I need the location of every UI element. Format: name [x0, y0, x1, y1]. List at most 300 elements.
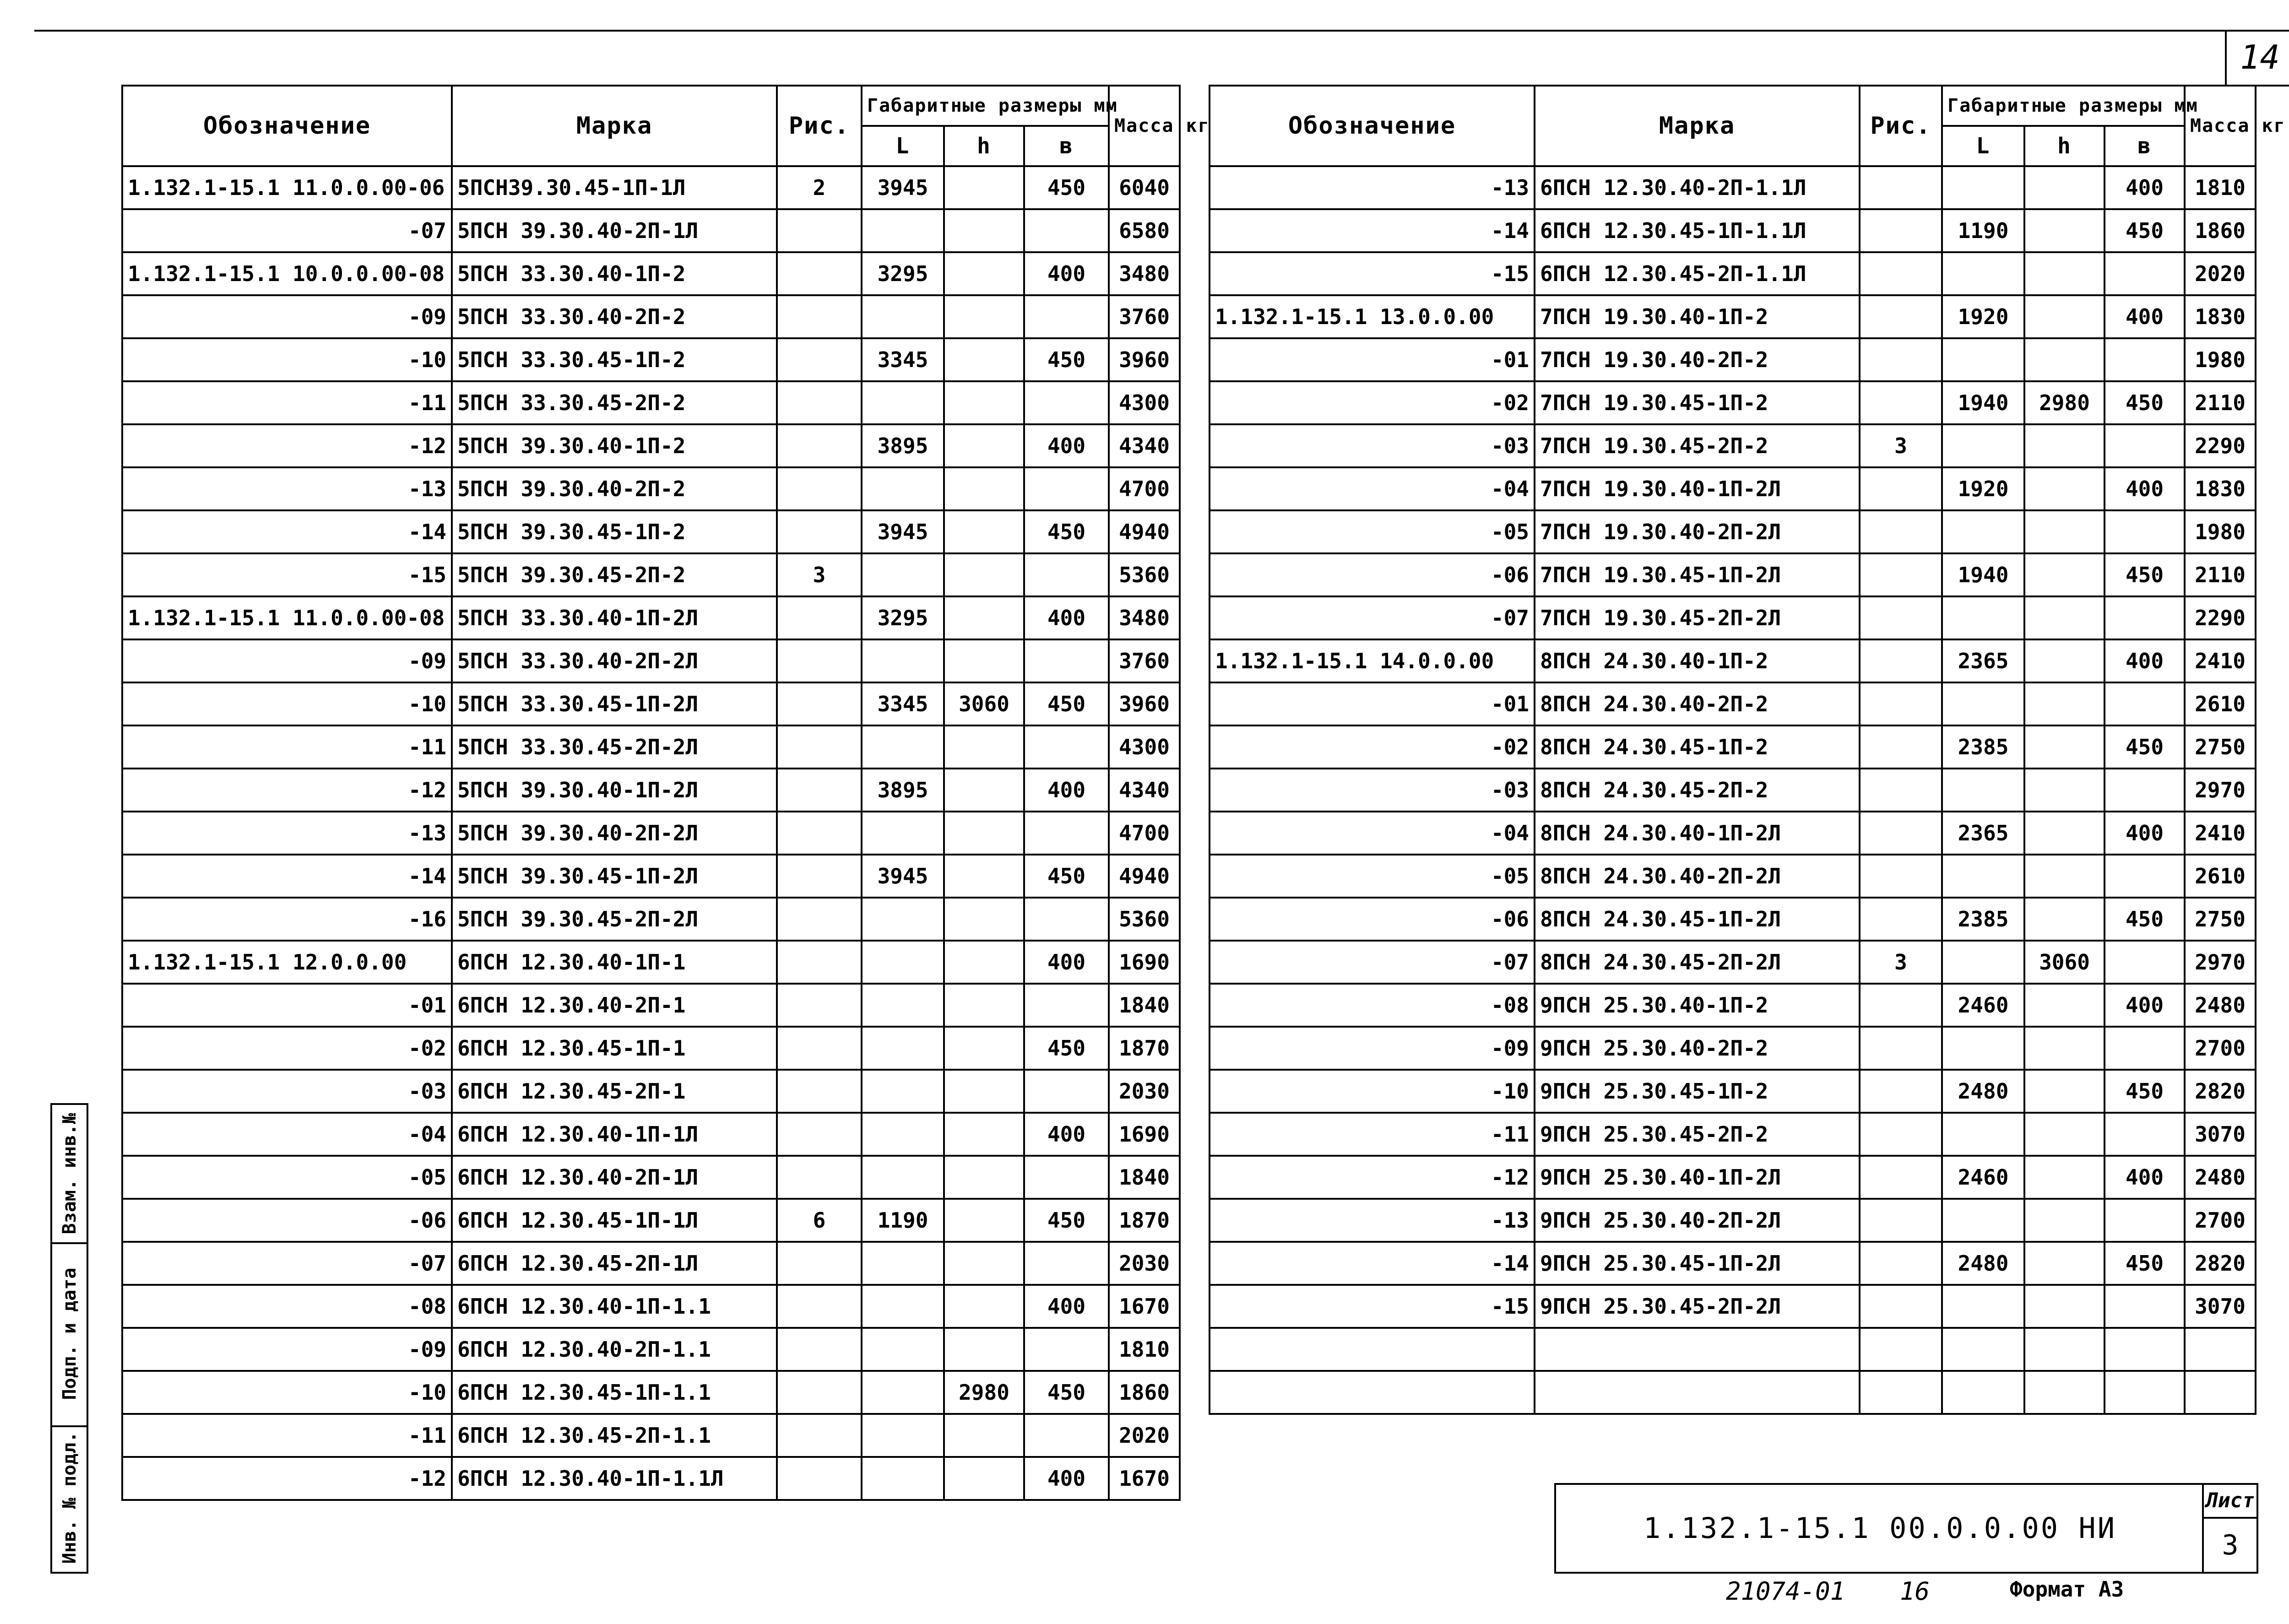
cell-b [1024, 1242, 1109, 1285]
cell-marka: 6ПСН 12.30.45-2П-1Л [452, 1242, 777, 1285]
cell-h [944, 1328, 1024, 1371]
cell-oboz: 1.132.1-15.1 12.0.0.00 [122, 941, 452, 984]
table-row [122, 252, 1180, 295]
cell-L [862, 898, 944, 941]
cell-h [2024, 1070, 2105, 1113]
table-row [122, 725, 1180, 769]
cell-h [2024, 682, 2105, 725]
cell-L: 1190 [862, 1199, 944, 1242]
cell-b: 450 [2105, 898, 2185, 941]
cell-b [2105, 1199, 2185, 1242]
cell-L [1942, 855, 2024, 898]
cell-b: 450 [2105, 381, 2185, 424]
cell-m: 1670 [1109, 1457, 1180, 1500]
cell-m: 2820 [2185, 1070, 2256, 1113]
cell-marka: 8ПСН 24.30.40-2П-2Л [1535, 855, 1860, 898]
cell-h: 3060 [2024, 941, 2105, 984]
cell-h [2024, 596, 2105, 639]
cell-m: 1690 [1109, 1113, 1180, 1156]
cell-oboz: -12 [122, 1457, 452, 1500]
cell-b: 400 [2105, 639, 2185, 682]
header-h: h [2024, 126, 2105, 166]
cell-h [2024, 725, 2105, 769]
cell-L [862, 295, 944, 338]
cell-ris [777, 898, 862, 941]
cell-m: 5360 [1109, 553, 1180, 596]
cell-ris [777, 1242, 862, 1285]
cell-oboz: -14 [122, 510, 452, 553]
cell-marka: 8ПСН 24.30.40-1П-2 [1535, 639, 1860, 682]
cell-ris [1860, 1242, 1942, 1285]
cell-oboz: -10 [122, 338, 452, 381]
cell-h [944, 639, 1024, 682]
cell-b: 450 [1024, 510, 1109, 553]
cell-b [2105, 1027, 2185, 1070]
table-row [122, 769, 1180, 812]
cell-oboz: -13 [1210, 1199, 1535, 1242]
cell-marka: 5ПСН 39.30.40-2П-2Л [452, 812, 777, 855]
table-row [1210, 166, 2256, 209]
cell-L: 3295 [862, 596, 944, 639]
cell-L: 3945 [862, 166, 944, 209]
cell-marka: 6ПСН 12.30.40-1П-1Л [452, 1113, 777, 1156]
cell-b [1024, 1156, 1109, 1199]
cell-L: 1920 [1942, 295, 2024, 338]
cell-marka: 6ПСН 12.30.45-1П-1 [452, 1027, 777, 1070]
table-row [122, 338, 1180, 381]
cell-m: 2030 [1109, 1070, 1180, 1113]
cell-ris: 3 [777, 553, 862, 596]
header-b: в [1024, 126, 1109, 166]
table-row [1210, 725, 2256, 769]
cell-b [2105, 855, 2185, 898]
cell-h [2024, 1156, 2105, 1199]
cell-marka: 6ПСН 12.30.45-1П-1Л [452, 1199, 777, 1242]
spec-table-left [121, 85, 1210, 1501]
cell-ris [1860, 295, 1942, 338]
inv-podl-cell [52, 1425, 87, 1570]
cell-h [944, 467, 1024, 510]
cell-m: 2700 [2185, 1199, 2256, 1242]
table-row [1210, 1113, 2256, 1156]
header-b: в [2105, 126, 2185, 166]
sheet-box [2202, 1485, 2256, 1572]
cell-marka: 7ПСН 19.30.45-2П-2 [1535, 424, 1860, 467]
cell-L [1942, 941, 2024, 984]
cell-marka: 5ПСН 33.30.45-1П-2 [452, 338, 777, 381]
cell-marka: 6ПСН 12.30.40-2П-1 [452, 984, 777, 1027]
cell-oboz: -12 [122, 769, 452, 812]
table-row [122, 424, 1180, 467]
cell-L [862, 209, 944, 252]
cell-oboz: -11 [122, 1414, 452, 1457]
cell-ris: 2 [777, 166, 862, 209]
cell-ris [1860, 596, 1942, 639]
cell-L [1942, 510, 2024, 553]
cell-h [944, 1113, 1024, 1156]
cell-marka: 8ПСН 24.30.45-1П-2 [1535, 725, 1860, 769]
table-row [122, 381, 1180, 424]
cell-marka: 5ПСН 39.30.45-2П-2Л [452, 898, 777, 941]
table-row [122, 295, 1180, 338]
cell-m: 3960 [1109, 682, 1180, 725]
cell-b [2105, 1285, 2185, 1328]
cell-oboz: -15 [122, 553, 452, 596]
header-oboznachenie: Обозначение [122, 86, 452, 166]
title-block [1554, 1483, 2258, 1574]
cell-h [944, 769, 1024, 812]
cell-m: 2610 [2185, 682, 2256, 725]
cell-oboz: -03 [1210, 424, 1535, 467]
cell-marka: 8ПСН 24.30.45-2П-2Л [1535, 941, 1860, 984]
cell-b [2105, 338, 2185, 381]
cell-ris [777, 725, 862, 769]
table-row [1210, 381, 2256, 424]
cell-oboz: -05 [122, 1156, 452, 1199]
cell-h [944, 855, 1024, 898]
cell-h [944, 898, 1024, 941]
cell-L [1942, 1113, 2024, 1156]
cell-L: 3345 [862, 682, 944, 725]
cell-L [862, 639, 944, 682]
cell-oboz: -15 [1210, 1285, 1535, 1328]
cell-L [1942, 1285, 2024, 1328]
cell-h [2024, 769, 2105, 812]
cell-b: 400 [2105, 1156, 2185, 1199]
cell-oboz: -10 [122, 682, 452, 725]
cell-m: 2030 [1109, 1242, 1180, 1285]
cell-m: 2970 [2185, 941, 2256, 984]
cell-marka: 9ПСН 25.30.40-1П-2Л [1535, 1156, 1860, 1199]
cell-L [862, 725, 944, 769]
cell-marka: 7ПСН 19.30.40-1П-2Л [1535, 467, 1860, 510]
table-row [122, 553, 1180, 596]
cell-ris: 3 [1860, 941, 1942, 984]
cell-marka: 8ПСН 24.30.45-2П-2 [1535, 769, 1860, 812]
cell-oboz: -02 [1210, 725, 1535, 769]
table-row [122, 1027, 1180, 1070]
cell-h [944, 252, 1024, 295]
cell-oboz: -03 [1210, 769, 1535, 812]
cell-L: 3945 [862, 510, 944, 553]
cell-marka: 5ПСН 33.30.40-1П-2Л [452, 596, 777, 639]
table-row [1210, 295, 2256, 338]
cell-ris [1860, 1199, 1942, 1242]
header-L: L [1942, 126, 2024, 166]
cell-m: 6040 [1109, 166, 1180, 209]
cell-L [1942, 424, 2024, 467]
table-row [122, 1113, 1180, 1156]
table-row [122, 639, 1180, 682]
cell-oboz: -10 [1210, 1070, 1535, 1113]
cell-marka: 5ПСН 39.30.40-1П-2Л [452, 769, 777, 812]
cell-m: 1810 [1109, 1328, 1180, 1371]
cell-m: 5360 [1109, 898, 1180, 941]
cell-L [862, 1457, 944, 1500]
cell-ris: 3 [1860, 424, 1942, 467]
cell-marka: 5ПСН 33.30.45-2П-2 [452, 381, 777, 424]
cell-marka: 6ПСН 12.30.40-2П-1.1Л [1535, 166, 1860, 209]
cell-h: 2980 [944, 1371, 1024, 1414]
cell-m: 2750 [2185, 898, 2256, 941]
table-row [122, 467, 1180, 510]
cell-ris [777, 1156, 862, 1199]
table-row [1210, 252, 2256, 295]
table-row [122, 1328, 1180, 1371]
cell-oboz [1210, 1371, 1535, 1414]
cell-m: 2290 [2185, 596, 2256, 639]
table-row [1210, 1328, 2256, 1371]
cell-h [2024, 209, 2105, 252]
cell-h [2024, 553, 2105, 596]
cell-ris [777, 769, 862, 812]
cell-ris [1860, 553, 1942, 596]
cell-m: 6580 [1109, 209, 1180, 252]
cell-b [2105, 1328, 2185, 1371]
cell-L: 3895 [862, 769, 944, 812]
cell-L: 1940 [1942, 381, 2024, 424]
cell-oboz: -05 [1210, 510, 1535, 553]
cell-marka: 8ПСН 24.30.45-1П-2Л [1535, 898, 1860, 941]
cell-L [1942, 769, 2024, 812]
cell-h [944, 1156, 1024, 1199]
cell-ris [777, 596, 862, 639]
cell-b: 450 [1024, 166, 1109, 209]
cell-m: 4340 [1109, 424, 1180, 467]
cell-oboz: 1.132.1-15.1 10.0.0.00-08 [122, 252, 452, 295]
cell-b [2105, 252, 2185, 295]
cell-b: 450 [1024, 855, 1109, 898]
cell-ris [1860, 812, 1942, 855]
cell-m: 3070 [2185, 1113, 2256, 1156]
cell-oboz: -02 [1210, 381, 1535, 424]
table-row [1210, 424, 2256, 467]
cell-oboz: -09 [122, 1328, 452, 1371]
left-table-body [122, 166, 1180, 1500]
cell-b [1024, 1414, 1109, 1457]
cell-L: 3295 [862, 252, 944, 295]
cell-L [862, 1328, 944, 1371]
cell-b [1024, 467, 1109, 510]
cell-b [1024, 553, 1109, 596]
cell-h [2024, 252, 2105, 295]
cell-b: 400 [2105, 812, 2185, 855]
cell-marka: 8ПСН 24.30.40-1П-2Л [1535, 812, 1860, 855]
cell-m: 1830 [2185, 467, 2256, 510]
cell-b: 400 [2105, 166, 2185, 209]
cell-ris [1860, 1113, 1942, 1156]
cell-ris [1860, 682, 1942, 725]
table-row [1210, 1156, 2256, 1199]
cell-m: 2110 [2185, 381, 2256, 424]
cell-b: 400 [1024, 941, 1109, 984]
cell-ris: 6 [777, 1199, 862, 1242]
cell-h [944, 553, 1024, 596]
cell-b [2105, 1113, 2185, 1156]
cell-m: 1870 [1109, 1199, 1180, 1242]
cell-ris [1860, 1027, 1942, 1070]
header-gabarit: Габаритные размеры мм [1942, 86, 2185, 126]
table-row [122, 166, 1180, 209]
cell-oboz: -14 [1210, 1242, 1535, 1285]
cell-b: 450 [2105, 725, 2185, 769]
page-number: 14 [2225, 30, 2289, 87]
table-row [122, 941, 1180, 984]
cell-h [2024, 1242, 2105, 1285]
table-row [1210, 941, 2256, 984]
cell-ris [1860, 769, 1942, 812]
cell-marka [1535, 1328, 1860, 1371]
table-row [122, 1414, 1180, 1457]
cell-marka: 9ПСН 25.30.45-1П-2Л [1535, 1242, 1860, 1285]
cell-oboz: -07 [1210, 596, 1535, 639]
cell-m: 4300 [1109, 725, 1180, 769]
cell-L: 3345 [862, 338, 944, 381]
cell-b [2105, 941, 2185, 984]
cell-b [2105, 424, 2185, 467]
cell-h [944, 209, 1024, 252]
cell-m: 3480 [1109, 596, 1180, 639]
table-row [122, 984, 1180, 1027]
cell-oboz: -13 [1210, 166, 1535, 209]
cell-ris [777, 639, 862, 682]
cell-h [944, 338, 1024, 381]
cell-h [944, 941, 1024, 984]
cell-oboz: -13 [122, 812, 452, 855]
cell-marka: 5ПСН 39.30.40-2П-1Л [452, 209, 777, 252]
table-row [122, 1285, 1180, 1328]
cell-marka: 7ПСН 19.30.40-2П-2 [1535, 338, 1860, 381]
cell-oboz: -06 [1210, 898, 1535, 941]
cell-m: 2610 [2185, 855, 2256, 898]
cell-b [2105, 682, 2185, 725]
cell-h [2024, 295, 2105, 338]
cell-L [862, 1156, 944, 1199]
header-marka: Марка [452, 86, 777, 166]
cell-L [862, 467, 944, 510]
cell-marka: 9ПСН 25.30.40-1П-2 [1535, 984, 1860, 1027]
cell-L: 3895 [862, 424, 944, 467]
cell-m: 1830 [2185, 295, 2256, 338]
table-row [1210, 984, 2256, 1027]
cell-b: 450 [1024, 1027, 1109, 1070]
cell-marka: 5ПСН 33.30.40-2П-2 [452, 295, 777, 338]
header-L: L [862, 126, 944, 166]
cell-m [2185, 1371, 2256, 1414]
cell-L [862, 1070, 944, 1113]
cell-oboz: -03 [122, 1070, 452, 1113]
cell-L: 2460 [1942, 984, 2024, 1027]
cell-L: 3945 [862, 855, 944, 898]
cell-ris [777, 1113, 862, 1156]
cell-L [862, 553, 944, 596]
cell-ris [777, 209, 862, 252]
cell-b [1024, 984, 1109, 1027]
cell-oboz: 1.132.1-15.1 13.0.0.00 [1210, 295, 1535, 338]
cell-L [1942, 596, 2024, 639]
cell-m: 2410 [2185, 812, 2256, 855]
table-row [122, 855, 1180, 898]
cell-m: 3070 [2185, 1285, 2256, 1328]
cell-b [1024, 1328, 1109, 1371]
cell-h [2024, 1285, 2105, 1328]
cell-ris [1860, 166, 1942, 209]
table-row [122, 1242, 1180, 1285]
cell-L [1942, 682, 2024, 725]
cell-marka: 7ПСН 19.30.45-1П-2 [1535, 381, 1860, 424]
cell-b: 400 [1024, 1457, 1109, 1500]
cell-oboz: -09 [122, 639, 452, 682]
cell-h [944, 381, 1024, 424]
cell-oboz: -02 [122, 1027, 452, 1070]
cell-marka: 6ПСН 12.30.40-2П-1Л [452, 1156, 777, 1199]
cell-m: 2970 [2185, 769, 2256, 812]
cell-ris [777, 812, 862, 855]
cell-h [2024, 855, 2105, 898]
table-row [1210, 898, 2256, 941]
cell-marka: 6ПСН 12.30.40-1П-1.1 [452, 1285, 777, 1328]
footer-doc-number: 21074-01 [1726, 1577, 1845, 1606]
cell-L: 2480 [1942, 1242, 2024, 1285]
footer-format: Формат А3 [2010, 1577, 2124, 1602]
podp-data-label: Подп. и дата [59, 1267, 80, 1400]
cell-L [862, 1027, 944, 1070]
cell-oboz [1210, 1328, 1535, 1371]
cell-marka: 5ПСН 33.30.40-2П-2Л [452, 639, 777, 682]
cell-b [1024, 209, 1109, 252]
inv-podl-label: Инв. № подл. [59, 1431, 80, 1564]
cell-h [2024, 1199, 2105, 1242]
cell-ris [777, 1457, 862, 1500]
cell-ris [1860, 1371, 1942, 1414]
cell-marka: 6ПСН 12.30.45-2П-1.1Л [1535, 252, 1860, 295]
cell-oboz: -04 [1210, 467, 1535, 510]
cell-m: 2820 [2185, 1242, 2256, 1285]
cell-oboz: -08 [122, 1285, 452, 1328]
table-row [1210, 682, 2256, 725]
header-marka: Марка [1535, 86, 1860, 166]
cell-ris [777, 1414, 862, 1457]
cell-ris [1860, 381, 1942, 424]
cell-L: 1190 [1942, 209, 2024, 252]
cell-b: 450 [1024, 1371, 1109, 1414]
cell-L [1942, 1371, 2024, 1414]
cell-marka: 9ПСН 25.30.45-1П-2 [1535, 1070, 1860, 1113]
cell-b: 450 [2105, 1242, 2185, 1285]
cell-oboz: -04 [1210, 812, 1535, 855]
cell-oboz: -11 [122, 381, 452, 424]
cell-marka: 9ПСН 25.30.45-2П-2Л [1535, 1285, 1860, 1328]
cell-m: 2290 [2185, 424, 2256, 467]
cell-L: 1940 [1942, 553, 2024, 596]
cell-oboz: -06 [122, 1199, 452, 1242]
table-row [122, 898, 1180, 941]
cell-ris [1860, 639, 1942, 682]
table-row [122, 1156, 1180, 1199]
cell-L [862, 1113, 944, 1156]
cell-L: 1920 [1942, 467, 2024, 510]
vzam-inv-label: Взам. инв.№ [59, 1113, 80, 1234]
cell-m: 2020 [2185, 252, 2256, 295]
cell-b: 400 [2105, 295, 2185, 338]
cell-h [944, 1242, 1024, 1285]
cell-L [1942, 252, 2024, 295]
cell-marka: 7ПСН 19.30.40-1П-2 [1535, 295, 1860, 338]
cell-marka: 6ПСН 12.30.40-2П-1.1 [452, 1328, 777, 1371]
vzam-inv-cell [52, 1105, 87, 1244]
table-row [122, 682, 1180, 725]
top-border [34, 30, 2289, 32]
